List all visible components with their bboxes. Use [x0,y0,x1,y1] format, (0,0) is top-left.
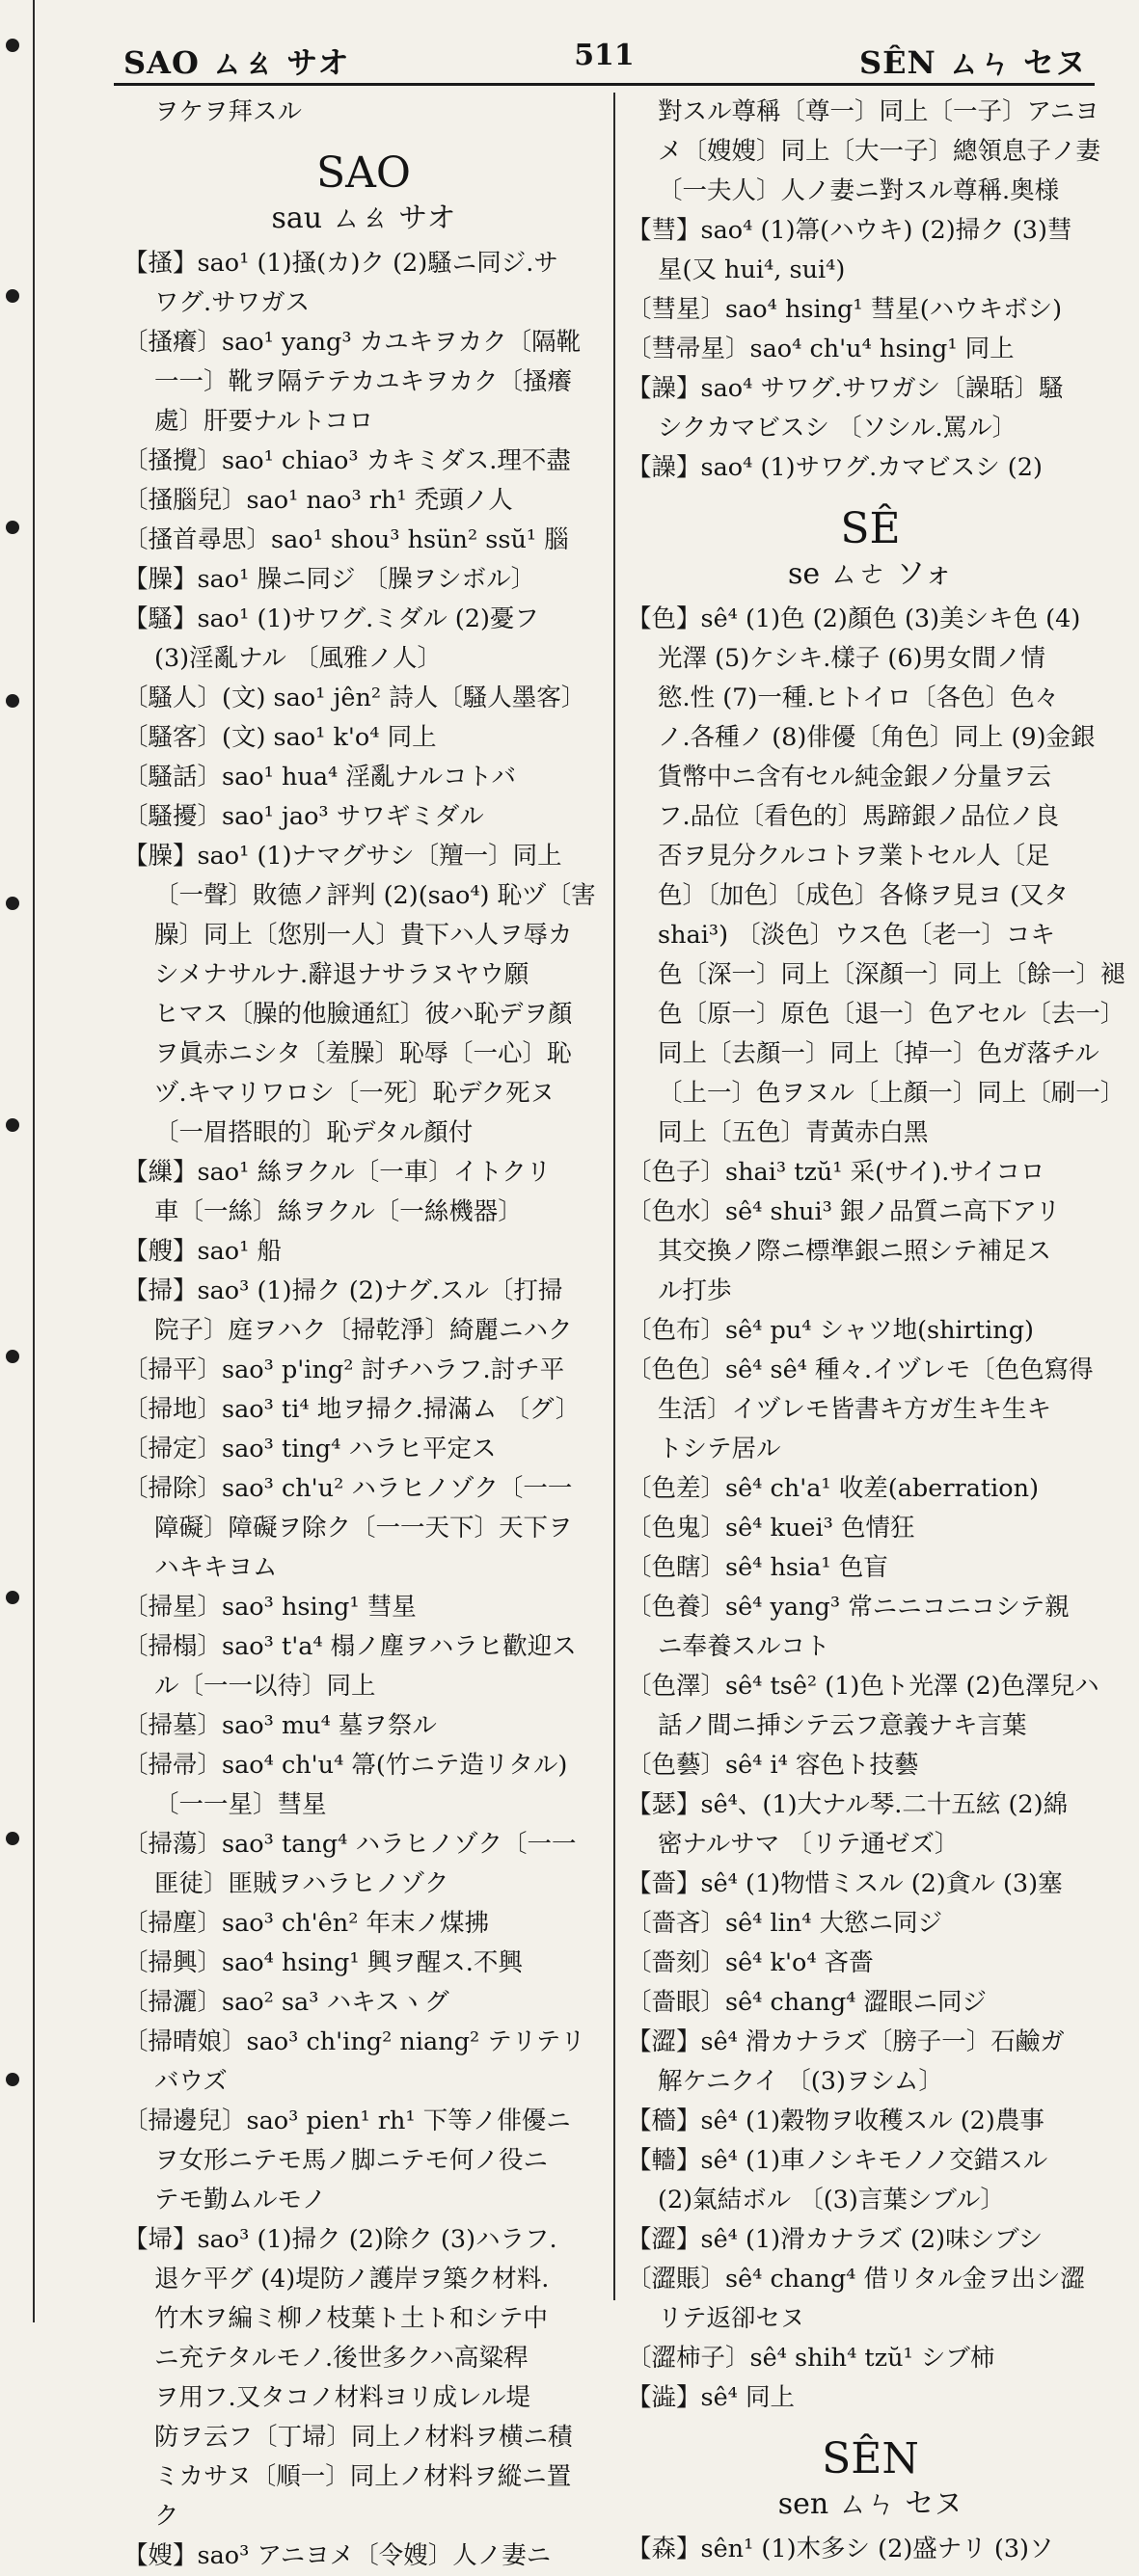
dictionary-entry-head: 【艘】sao¹ 船 [123,1237,282,1266]
compound-entry: 〔掃地〕sao³ ti⁴ 地ヲ掃ク.掃滿ム 〔グ〕 [123,1395,581,1424]
compound-entry: 〔色子〕shai³ tzŭ¹ 采(サイ).サイコロ [627,1158,1045,1187]
page-header [114,33,1095,86]
compound-entry: 〔色瞎〕sê⁴ hsia¹ 色盲 [627,1553,888,1582]
compound-entry: 〔掃邊兒〕sao³ pien¹ rh¹ 下等ノ俳優ニ [123,2106,571,2135]
compound-entry: 〔色鬼〕sê⁴ kuei³ 色情狂 [627,1514,915,1543]
entry-continuation: 光澤 (5)ケシキ.樣子 (6)男女間ノ情 [658,644,1046,673]
entry-continuation: 匪徒〕匪賊ヲハラヒノゾク [154,1869,449,1898]
dictionary-entry-head: 【臊】sao¹ (1)ナマグサシ〔羶一〕同上 [123,842,562,871]
binding-hole [6,1832,19,1845]
dictionary-entry-head: 【穡】sê⁴ (1)穀物ヲ收穫スル (2)農事 [627,2106,1044,2135]
header-left-guide-word: SAO ㄙㄠ サオ [123,44,350,81]
compound-entry: 〔澀賬〕sê⁴ chang⁴ 借リタル金ヲ出シ澀 [627,2265,1085,2294]
entry-continuation: ノ.各種ノ (8)俳優〔角色〕同上 (9)金銀 [658,723,1096,752]
compound-entry: 〔彗帚星〕sao⁴ ch'u⁴ hsing¹ 同上 [627,335,1015,363]
entry-continuation: 〔一眉搭眼的〕恥デタル顏付 [154,1118,474,1147]
dictionary-entry-head: 【譟】sao⁴ サワグ.サワガシ〔譟聒〕騷 [627,374,1064,403]
compound-entry: 〔色藝〕sê⁴ i⁴ 容色ト技藝 [627,1751,919,1780]
compound-entry: 〔掃定〕sao³ ting⁴ ハラヒ平定ス [123,1435,497,1463]
entry-continuation: 臊〕同上〔您別一人〕貴下ハ人ヲ辱カ [154,921,573,950]
compound-entry: 〔嗇刻〕sê⁴ k'o⁴ 吝嗇 [627,1948,874,1977]
right-column [627,93,1125,2563]
entry-continuation: 防ヲ云フ〔丁埽〕同上ノ材料ヲ横ニ積 [154,2423,573,2452]
section-heading: SÊ [840,504,901,553]
compound-entry: 〔掃蕩〕sao³ tang⁴ ハラヒノゾク〔一一 [123,1830,577,1859]
compound-entry: 〔搔腦兒〕sao¹ nao³ rh¹ 禿頭ノ人 [123,486,513,515]
section-romanization: sau ㄙㄠ サオ [271,201,456,235]
entry-continuation: メ〔嫂嫂〕同上〔大一子〕總領息子ノ妻 [658,137,1101,166]
compound-entry: 〔掃帚〕sao⁴ ch'u⁴ 箒(竹ニテ造リタル) [123,1751,568,1780]
section-heading: SAO [316,148,411,198]
entry-continuation: シクカマビスシ 〔ソシル.罵ル〕 [658,414,1017,443]
compound-entry: 〔掃墓〕sao³ mu⁴ 墓ヲ祭ル [123,1711,437,1740]
entry-continuation: 貨幣中ニ含有セル純金銀ノ分量ヲ云 [658,763,1052,792]
entry-continuation: ク [154,2502,179,2531]
compound-entry: 〔掃晴娘〕sao³ ch'ing² niang² テリテリ [123,2027,585,2056]
compound-entry: 〔搔首尋思〕sao¹ shou³ hsün² ssŭ¹ 腦 [123,525,569,554]
entry-continuation: (3)淫亂ナル 〔風雅ノ人〕 [154,644,442,673]
entry-continuation: ル〔一一以待〕同上 [154,1672,376,1701]
entry-continuation: 解ケニクイ 〔(3)ヲシム〕 [658,2067,943,2096]
compound-entry: 〔彗星〕sao⁴ hsing¹ 彗星(ハウキボシ) [627,295,1063,324]
entry-continuation: バウズ [154,2067,228,2096]
entry-continuation: 一一〕靴ヲ隔テテカユキヲカク〔搔癢 [154,367,572,396]
entry-continuation: ハキキヨム [154,1553,278,1582]
entry-continuation: ニ奉養スルコト [658,1632,830,1661]
dictionary-entry-head: 【森】sên¹ (1)木多シ (2)盛ナリ (3)ソ [627,2535,1054,2563]
dictionary-entry-head: 【彗】sao⁴ (1)箒(ハウキ) (2)掃ク (3)彗 [627,216,1072,245]
page-binding [0,0,35,2322]
binding-hole [6,1118,19,1132]
compound-entry: 〔色水〕sê⁴ shui³ 銀ノ品質ニ高下アリ [627,1197,1061,1226]
binding-hole [6,2073,19,2086]
entry-continuation: 密ナルサマ 〔リテ通ゼズ〕 [658,1830,960,1859]
compound-entry: 〔色布〕sê⁴ pu⁴ シャツ地(shirting) [627,1316,1034,1345]
column-divider [613,93,615,2300]
section-heading: SÊN [822,2434,919,2483]
entry-continuation: 院子〕庭ヲハク〔掃乾淨〕綺麗ニハク [154,1316,573,1345]
compound-entry: 〔掃平〕sao³ p'ing² 討チハラフ.討チ平 [123,1355,565,1384]
dictionary-entry-head: 【掃】sao³ (1)掃ク (2)ナグ.スル〔打掃 [123,1276,563,1305]
entry-continuation: ミカサヌ〔順一〕同上ノ材料ヲ縱ニ置 [154,2462,572,2491]
entry-continuation: 否ヲ見分クルコトヲ業トセル人〔足 [658,842,1050,871]
dictionary-entry-head: 【轖】sê⁴ (1)車ノシキモノノ交錯スル [627,2146,1048,2175]
entry-continuation: 車〔一絲〕絲ヲクル〔一絲機器〕 [154,1197,523,1226]
entry-continuation: 色〔原一〕原色〔退一〕色アセル〔去一〕 [658,1000,1125,1029]
entry-continuation: トシテ居ル [658,1435,781,1463]
compound-entry: 〔澀柿子〕sê⁴ shih⁴ tzŭ¹ シブ柿 [627,2344,995,2373]
dictionary-entry-head: 【嗇】sê⁴ (1)物惜ミスル (2)貪ル (3)塞 [627,1869,1063,1898]
dictionary-entry-head: 【騷】sao¹ (1)サワグ.ミダル (2)憂フ [123,604,539,633]
entry-continuation: (2)氣結ボル 〔(3)言葉シブル〕 [658,2186,1005,2214]
binding-hole [6,897,19,910]
binding-hole [6,1591,19,1604]
entry-continuation: 星(又 hui⁴, sui⁴) [658,255,846,284]
dictionary-entry-head: 【嫂】sao³ アニヨメ〔令嫂〕人ノ妻ニ [123,2541,552,2570]
compound-entry: 〔掃塵〕sao³ ch'ên² 年末ノ煤拂 [123,1909,490,1938]
entry-continuation: リテ返卻セヌ [658,2304,805,2333]
binding-hole [6,289,19,303]
compound-entry: 〔騷話〕sao¹ hua⁴ 淫亂ナルコトバ [123,763,517,792]
entry-continuation: 色〔深一〕同上〔深顏一〕同上〔餘一〕褪 [658,960,1125,989]
dictionary-entry-head: 【瑟】sê⁴、(1)大ナル琴.二十五絃 (2)綿 [627,1790,1069,1819]
section-romanization: se ㄙㄜ ソォ [787,557,954,591]
section-romanization: sen ㄙㄣ セヌ [777,2487,963,2521]
entry-continuation: 色〕〔加色〕〔成色〕各條ヲ見ヨ (又タ [658,881,1070,910]
compound-entry: 〔搔癢〕sao¹ yang³ カユキヲカク〔隔靴 [123,328,582,357]
compound-entry: 〔掃灑〕sao² sa³ ハキスヽグ [123,1988,449,2017]
dictionary-entry-head: 【繅】sao¹ 絲ヲクル〔一車〕イトクリ [123,1158,552,1187]
dictionary-entry-head: 【譟】sao⁴ (1)サワグ.カマビスシ (2) [627,453,1043,482]
entry-continuation: テモ勤ムルモノ [154,2186,327,2214]
entry-continuation: 竹木ヲ編ミ柳ノ枝葉ト土ト和シテ中 [154,2304,549,2333]
entry-continuation: シメナサルナ.辭退ナサラヌヤウ願 [154,960,529,989]
entry-continuation: 退ケ平グ (4)堤防ノ護岸ヲ築ク材料. [154,2265,550,2294]
entry-continuation: 〔一一星〕彗星 [154,1790,327,1819]
compound-entry: 〔騷人〕(文) sao¹ jên² 詩人〔騷人墨客〕 [123,684,586,712]
header-right-guide-word: SÊN ㄙㄣ セヌ [858,44,1087,81]
compound-entry: 〔色差〕sê⁴ ch'a¹ 收差(aberration) [627,1474,1040,1503]
dictionary-entry-head: 【澀】sê⁴ 滑カナラズ〔膀子一〕石鹼ガ [627,2027,1065,2056]
compound-entry: 〔掃星〕sao³ hsing¹ 彗星 [123,1593,417,1622]
entry-continuation: 〔一聲〕敗德ノ評判 (2)(sao⁴) 恥ヅ〔害 [154,881,596,910]
entry-continuation: ル打歩 [658,1276,732,1305]
entry-continuation: 障礙〕障礙ヲ除ク〔一一天下〕天下ヲ [154,1514,573,1543]
compound-entry: 〔嗇吝〕sê⁴ lin⁴ 大慾ニ同ジ [627,1909,943,1938]
compound-entry: 〔色養〕sê⁴ yang³ 常ニニコニコシテ親 [627,1593,1070,1622]
entry-continuation: 對スル尊稱〔尊一〕同上〔一子〕アニヨ [658,97,1099,126]
entry-continuation: フ.品位〔看色的〕馬蹄銀ノ品位ノ良 [658,802,1060,831]
entry-continuation: 〔上一〕色ヲヌル〔上顏一〕同上〔刷一〕 [658,1079,1125,1108]
entry-continuation: 慾.性 (7)一種.ヒトイロ〔各色〕色々 [658,684,1060,712]
dictionary-entry-head: 【臊】sao¹ 臊ニ同ジ 〔臊ヲシボル〕 [123,565,536,594]
entry-continuation: 〔一夫人〕人ノ妻ニ對スル尊稱.奥様 [658,176,1060,205]
compound-entry: 〔騷客〕(文) sao¹ k'o⁴ 同上 [123,723,437,752]
dictionary-entry-head: 【埽】sao³ (1)掃ク (2)除ク (3)ハラフ. [123,2225,557,2254]
entry-continuation: ニ充テタルモノ.後世多クハ高粱稈 [154,2344,529,2373]
dictionary-entry-head: 【搔】sao¹ (1)搔(カ)ク (2)騷ニ同ジ.サ [123,249,558,278]
entry-continuation: 其交換ノ際ニ標準銀ニ照シテ補足ス [658,1237,1052,1266]
compound-entry: 〔搔攪〕sao¹ chiao³ カキミダス.理不盡 [123,446,571,475]
compound-entry: 〔色澤〕sê⁴ tsê² (1)色ト光澤 (2)色澤兒ハ [627,1672,1099,1701]
entry-continuation: shai³) 〔淡色〕ウス色〔老一〕コキ [658,921,1055,950]
binding-hole [6,1350,19,1363]
compound-entry: 〔色色〕sê⁴ sê⁴ 種々.イヅレモ〔色色寫得 [627,1355,1094,1384]
compound-entry: 〔嗇眼〕sê⁴ chang⁴ 澀眼ニ同ジ [627,1988,987,2017]
binding-hole [6,521,19,534]
entry-continuation: 話ノ間ニ挿シテ云フ意義ナキ言葉 [658,1711,1027,1740]
dictionary-entry-head: 【澁】sê⁴ 同上 [627,2383,796,2412]
left-column [123,93,604,2570]
entry-continuation: ヲ眞赤ニシタ〔羞臊〕恥辱〔一心〕恥 [154,1039,572,1068]
binding-hole [6,694,19,708]
entry-continuation: 同上〔去顏一〕同上〔掉一〕色ガ落チル [658,1039,1099,1068]
compound-entry: 〔掃除〕sao³ ch'u² ハラヒノゾク〔一一 [123,1474,573,1503]
entry-continuation: ヲケヲ拜スル [154,97,303,126]
entry-continuation: ヒマス〔臊的他臉通紅〕彼ハ恥デヲ顏 [154,1000,573,1029]
binding-hole [6,39,19,52]
dictionary-entry-head: 【澀】sê⁴ (1)滑カナラズ (2)味シブシ [627,2225,1044,2254]
compound-entry: 〔騷擾〕sao¹ jao³ サワギミダル [123,802,484,831]
dictionary-entry-head: 【色】sê⁴ (1)色 (2)顏色 (3)美シキ色 (4) [627,604,1081,633]
entry-continuation: ワグ.サワガス [154,288,311,317]
entry-continuation: ヅ.キマリワロシ〔一死〕恥デク死ヌ [154,1079,556,1108]
compound-entry: 〔掃興〕sao⁴ hsing¹ 興ヲ醒ス.不興 [123,1948,523,1977]
entry-continuation: ヲ用フ.又タコノ材料ヨリ成レル堤 [154,2383,530,2412]
entry-continuation: 處〕肝要ナルトコロ [154,407,374,436]
entry-continuation: 生活〕イヅレモ皆書キ方ガ生キ生キ [658,1395,1052,1424]
page-number: 511 [574,39,635,72]
entry-continuation: ヲ女形ニテモ馬ノ脚ニテモ何ノ役ニ [154,2146,549,2175]
compound-entry: 〔掃榻〕sao³ t'a⁴ 榻ノ塵ヲハラヒ歡迎ス [123,1632,577,1661]
entry-continuation: 同上〔五色〕青黃赤白黑 [658,1118,929,1147]
